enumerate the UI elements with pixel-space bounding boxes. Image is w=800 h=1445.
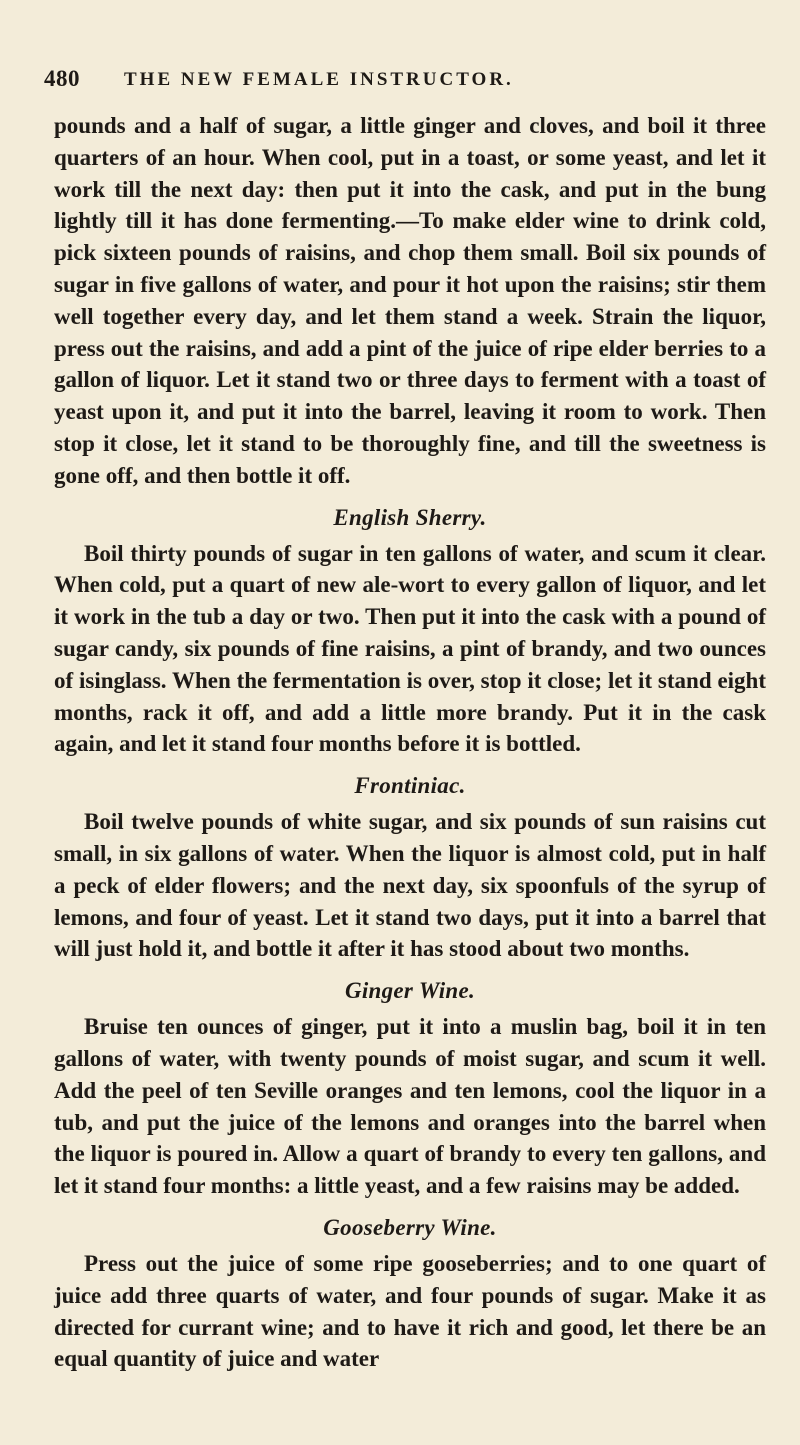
recipe-heading: English Sherry. <box>333 504 487 530</box>
page-number: 480 <box>44 66 80 91</box>
recipe-paragraph: Boil twelve pounds of white sugar, and six pounds of sun raisins cut small, in six gallons of water. When the liquor is almost cold, put in half a peck of elder flowers; and the next day, six spoonfuls of the syrup of lemons, and four of yeast. Let it stand two days, put it into a barrel that will just hold it, and bottle it after it has stood about two months. <box>54 809 766 962</box>
recipe-heading: Gooseberry Wine. <box>323 1214 497 1240</box>
recipe-paragraph: Bruise ten ounces of ginger, put it into a muslin bag, boil it in ten gallons of water, with twenty pounds of moist sugar, and scum it well. Add the peel of ten Seville oranges and ten lemons, cool the liquor in a tub, and put the juice of the lemons and oranges into the barrel when the liquor is poured in. Allow a quart of brandy to every ten gallons, and let it stand four months: a little yeast, and a few raisins may be added. <box>54 1014 766 1199</box>
running-title: THE NEW FEMALE INSTRUCTOR. <box>124 69 514 90</box>
page-body <box>54 110 766 1375</box>
section-ginger-wine <box>54 975 766 1202</box>
recipe-paragraph: Press out the juice of some ripe gooseberries; and to one quart of juice add three quarts of water, and four pounds of sugar. Make it as directed for currant wine; and to have it rich and good, let there be an equal quantity of juice and water <box>54 1250 766 1372</box>
recipe-heading: Ginger Wine. <box>344 978 476 1004</box>
recipe-paragraph: Boil thirty pounds of sugar in ten gallons of water, and scum it clear. When cold, put a quart of new ale-wort to every gallon of liquor, and let it work in the tub a day or two. Then put it into the cask with a pound of sugar candy, six pounds of fine raisins, a pint of brandy, and two ounces of isinglass. When the fermentation is over, stop it close; let it stand eight months, rack it off, and add a little more brandy. Put it in the cask again, and let it stand four months before it is bottled. <box>54 540 766 757</box>
intro-paragraph: pounds and a half of sugar, a little ginger and cloves, and boil it three quarters of an hour. When cool, put in a toast, or some yeast, and let it work till the next day: then put it into the cask, and put in the bung lightly till it has done fermenting.—To make elder wine to drink cold, pick sixteen pounds of raisins, and chop them small. Boil six pounds of sugar in five gallons of water, and pour it hot upon the raisins; stir them well together every day, and let them stand a week. Strain the liquor, press out the raisins, and add a pint of the juice of ripe elder berries to a gallon of liquor. Let it stand two or three days to ferment with a toast of yeast upon it, and put it into the barrel, leaving it room to work. Then stop it close, let it stand to be thoroughly fine, and till the sweetness is gone off, and then bottle it off. <box>54 113 766 488</box>
section-english-sherry <box>54 502 766 761</box>
running-head <box>44 66 744 102</box>
section-frontiniac <box>54 770 766 965</box>
section-gooseberry-wine <box>54 1212 766 1375</box>
recipe-heading: Frontiniac. <box>354 773 466 799</box>
